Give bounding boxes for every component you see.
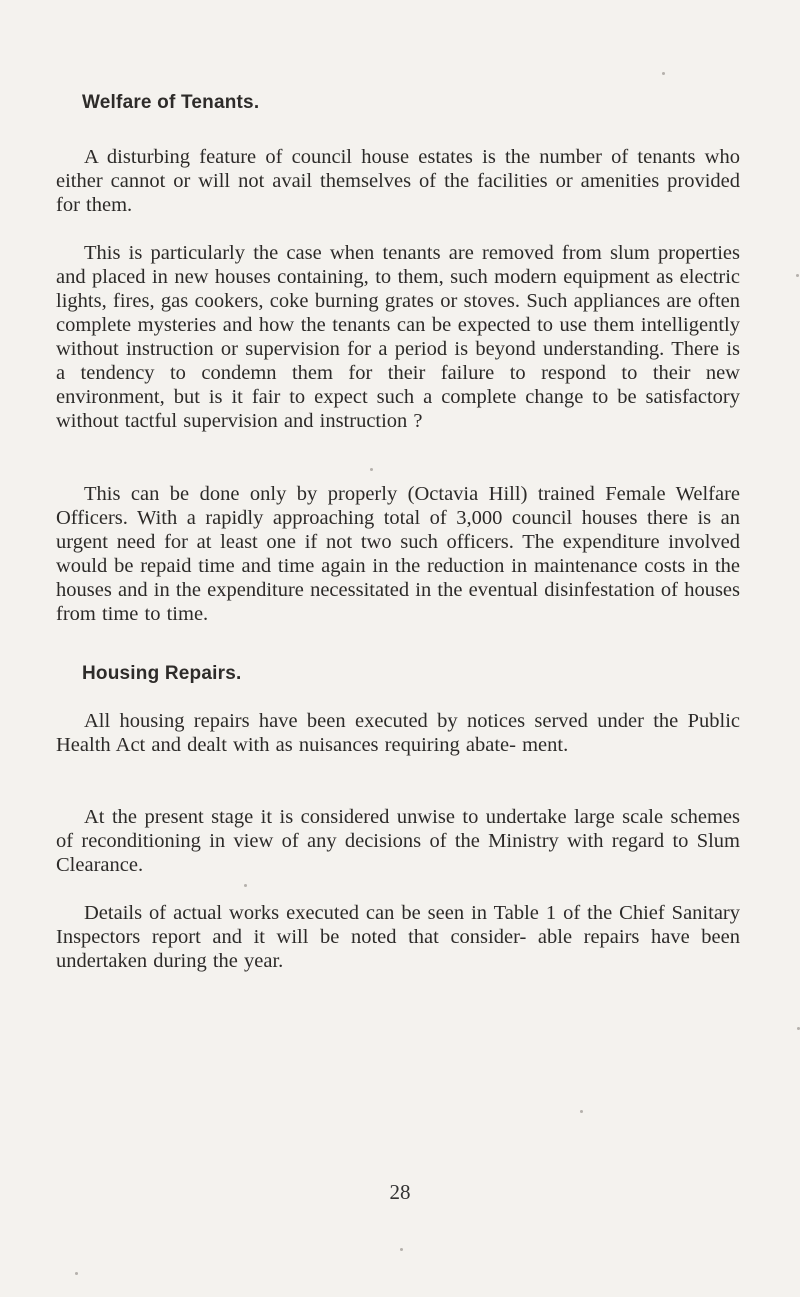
paragraph-slum-properties: This is particularly the case when tenants are removed from slum properties and placed in new houses containing, to them, such modern equipment as electric lights, fires, gas cookers, coke burning grates or stoves. Such appliances are often complete mysteries and how the tenants can be expected to use them intelligently without instruction or supervision for a period is beyond understanding. There is a tendency to condemn them for their failure to respond to their new environment, but is it fair to expect such a complete change to be satisfactory without tactful supervision and instruction ? [56, 242, 740, 432]
scan-speck [75, 1272, 78, 1275]
paragraph-welfare-officers: This can be done only by properly (Octavia Hill) trained Female Welfare Officers. With a rapidly approaching total of 3,000 council houses there is an urgent need for at least one if not two such officers. The expenditure involved would be repaid time and time again in the reduction in maintenance costs in the houses and in the expenditure necessitated in the eventual disinfestation of houses from time to time. [56, 483, 740, 625]
scan-speck [796, 274, 799, 277]
scan-speck [580, 1110, 583, 1113]
scan-speck [662, 72, 665, 75]
page-number: 28 [389, 1180, 411, 1204]
paragraph-details-of-works: Details of actual works executed can be seen in Table 1 of the Chief Sanitary Inspectors report and it will be noted that consider- able repairs have been undertaken during the year. [56, 902, 740, 972]
section-heading-housing-repairs: Housing Repairs. [82, 663, 242, 684]
scan-speck [400, 1248, 403, 1251]
paragraph-repairs-executed: All housing repairs have been executed by notices served under the Public Health Act and dealt with as nuisances requiring abate- ment. [56, 710, 740, 756]
paragraph-present-stage: At the present stage it is considered unwise to undertake large scale schemes of reconditioning in view of any decisions of the Ministry with regard to Slum Clearance. [56, 806, 740, 876]
scan-speck [370, 468, 373, 471]
paragraph-disturbing-feature: A disturbing feature of council house estates is the number of tenants who either cannot or will not avail themselves of the facilities or amenities provided for them. [56, 146, 740, 216]
scan-speck [244, 884, 247, 887]
section-heading-welfare-of-tenants: Welfare of Tenants. [82, 92, 260, 113]
